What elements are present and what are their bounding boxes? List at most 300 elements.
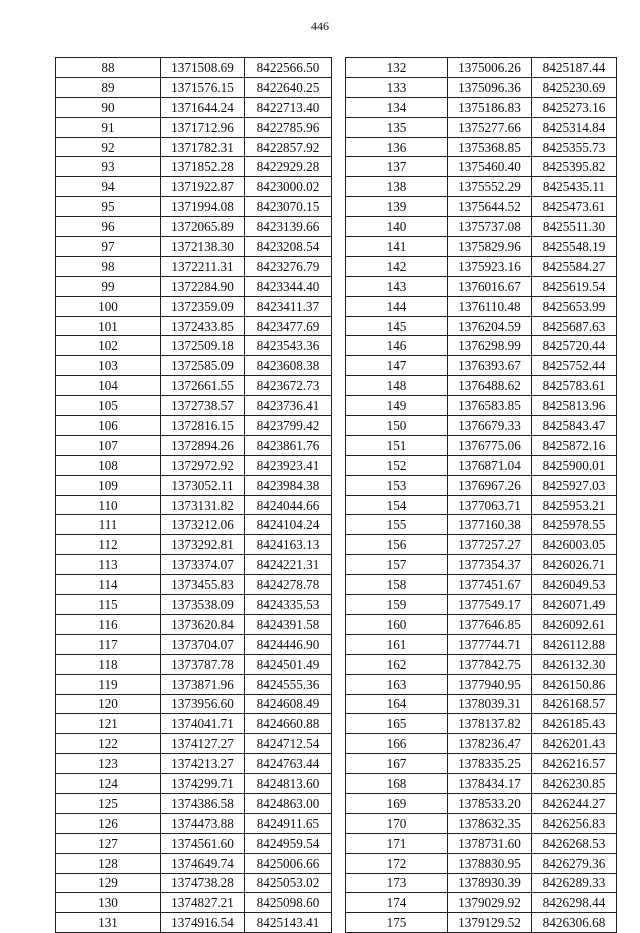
- y-coordinate-cell: 8425395.82: [532, 157, 617, 177]
- x-coordinate-cell: 1376967.26: [448, 475, 532, 495]
- point-number-cell: 89: [56, 77, 161, 97]
- point-number-cell: 108: [56, 455, 161, 475]
- point-number-cell: 168: [346, 774, 448, 794]
- table-row: [346, 455, 617, 475]
- table-row: [56, 515, 332, 535]
- x-coordinate-cell: 1373374.07: [161, 555, 245, 575]
- point-number-cell: 133: [346, 77, 448, 97]
- x-coordinate-cell: 1376298.99: [448, 336, 532, 356]
- x-coordinate-cell: 1374561.60: [161, 833, 245, 853]
- y-coordinate-cell: 8423208.54: [245, 237, 332, 257]
- point-number-cell: 113: [56, 555, 161, 575]
- y-coordinate-cell: 8423000.02: [245, 177, 332, 197]
- y-coordinate-cell: 8424660.88: [245, 714, 332, 734]
- point-number-cell: 132: [346, 58, 448, 78]
- table-row: [346, 396, 617, 416]
- x-coordinate-cell: 1372284.90: [161, 276, 245, 296]
- y-coordinate-cell: 8424863.00: [245, 793, 332, 813]
- x-coordinate-cell: 1372972.92: [161, 455, 245, 475]
- point-number-cell: 104: [56, 376, 161, 396]
- table-row: [346, 714, 617, 734]
- point-number-cell: 161: [346, 634, 448, 654]
- x-coordinate-cell: 1371994.08: [161, 197, 245, 217]
- y-coordinate-cell: 8423477.69: [245, 316, 332, 336]
- coordinates-table-left: [55, 57, 332, 933]
- y-coordinate-cell: 8425098.60: [245, 893, 332, 913]
- point-number-cell: 130: [56, 893, 161, 913]
- y-coordinate-cell: 8422929.28: [245, 157, 332, 177]
- x-coordinate-cell: 1372738.57: [161, 396, 245, 416]
- y-coordinate-cell: 8424163.13: [245, 535, 332, 555]
- point-number-cell: 172: [346, 853, 448, 873]
- x-coordinate-cell: 1377744.71: [448, 634, 532, 654]
- table-row: [56, 674, 332, 694]
- table-row: [56, 793, 332, 813]
- x-coordinate-cell: 1376204.59: [448, 316, 532, 336]
- table-row: [346, 137, 617, 157]
- table-row: [346, 356, 617, 376]
- y-coordinate-cell: 8425511.30: [532, 217, 617, 237]
- y-coordinate-cell: 8425813.96: [532, 396, 617, 416]
- x-coordinate-cell: 1378137.82: [448, 714, 532, 734]
- point-number-cell: 146: [346, 336, 448, 356]
- point-number-cell: 120: [56, 694, 161, 714]
- x-coordinate-cell: 1373292.81: [161, 535, 245, 555]
- table-row: [56, 256, 332, 276]
- table-row: [56, 455, 332, 475]
- y-coordinate-cell: 8423070.15: [245, 197, 332, 217]
- point-number-cell: 121: [56, 714, 161, 734]
- y-coordinate-cell: 8423608.38: [245, 356, 332, 376]
- x-coordinate-cell: 1378434.17: [448, 774, 532, 794]
- x-coordinate-cell: 1373538.09: [161, 595, 245, 615]
- x-coordinate-cell: 1371508.69: [161, 58, 245, 78]
- point-number-cell: 111: [56, 515, 161, 535]
- table-row: [346, 575, 617, 595]
- table-row: [346, 734, 617, 754]
- y-coordinate-cell: 8426003.05: [532, 535, 617, 555]
- point-number-cell: 106: [56, 416, 161, 436]
- point-number-cell: 160: [346, 614, 448, 634]
- y-coordinate-cell: 8423923.41: [245, 455, 332, 475]
- table-row: [346, 654, 617, 674]
- x-coordinate-cell: 1376583.85: [448, 396, 532, 416]
- point-number-cell: 131: [56, 913, 161, 933]
- point-number-cell: 165: [346, 714, 448, 734]
- table-row: [346, 217, 617, 237]
- x-coordinate-cell: 1377940.95: [448, 674, 532, 694]
- table-row: [56, 296, 332, 316]
- y-coordinate-cell: 8423276.79: [245, 256, 332, 276]
- point-number-cell: 145: [346, 316, 448, 336]
- table-row: [346, 376, 617, 396]
- table-row: [346, 475, 617, 495]
- x-coordinate-cell: 1377549.17: [448, 595, 532, 615]
- x-coordinate-cell: 1375096.36: [448, 77, 532, 97]
- table-row: [56, 694, 332, 714]
- table-row: [346, 873, 617, 893]
- x-coordinate-cell: 1373052.11: [161, 475, 245, 495]
- point-number-cell: 136: [346, 137, 448, 157]
- y-coordinate-cell: 8426112.88: [532, 634, 617, 654]
- table-row: [56, 495, 332, 515]
- table-row: [346, 595, 617, 615]
- point-number-cell: 92: [56, 137, 161, 157]
- y-coordinate-cell: 8423139.66: [245, 217, 332, 237]
- table-row: [56, 734, 332, 754]
- y-coordinate-cell: 8423984.38: [245, 475, 332, 495]
- table-row: [346, 58, 617, 78]
- table-row: [56, 634, 332, 654]
- point-number-cell: 173: [346, 873, 448, 893]
- y-coordinate-cell: 8424501.49: [245, 654, 332, 674]
- point-number-cell: 167: [346, 754, 448, 774]
- point-number-cell: 124: [56, 774, 161, 794]
- point-number-cell: 174: [346, 893, 448, 913]
- point-number-cell: 149: [346, 396, 448, 416]
- table-row: [346, 117, 617, 137]
- point-number-cell: 144: [346, 296, 448, 316]
- y-coordinate-cell: 8423344.40: [245, 276, 332, 296]
- x-coordinate-cell: 1377160.38: [448, 515, 532, 535]
- table-row: [56, 435, 332, 455]
- table-row: [346, 793, 617, 813]
- point-number-cell: 95: [56, 197, 161, 217]
- table-row: [56, 157, 332, 177]
- point-number-cell: 101: [56, 316, 161, 336]
- point-number-cell: 103: [56, 356, 161, 376]
- table-row: [346, 833, 617, 853]
- x-coordinate-cell: 1377842.75: [448, 654, 532, 674]
- point-number-cell: 154: [346, 495, 448, 515]
- point-number-cell: 107: [56, 435, 161, 455]
- table-row: [56, 714, 332, 734]
- x-coordinate-cell: 1371576.15: [161, 77, 245, 97]
- y-coordinate-cell: 8425720.44: [532, 336, 617, 356]
- y-coordinate-cell: 8423672.73: [245, 376, 332, 396]
- table-row: [56, 654, 332, 674]
- point-number-cell: 166: [346, 734, 448, 754]
- table-row: [56, 177, 332, 197]
- point-number-cell: 118: [56, 654, 161, 674]
- table-row: [56, 614, 332, 634]
- x-coordinate-cell: 1372816.15: [161, 416, 245, 436]
- x-coordinate-cell: 1374213.27: [161, 754, 245, 774]
- table-row: [56, 853, 332, 873]
- y-coordinate-cell: 8425187.44: [532, 58, 617, 78]
- point-number-cell: 125: [56, 793, 161, 813]
- x-coordinate-cell: 1372211.31: [161, 256, 245, 276]
- y-coordinate-cell: 8425584.27: [532, 256, 617, 276]
- x-coordinate-cell: 1371712.96: [161, 117, 245, 137]
- point-number-cell: 93: [56, 157, 161, 177]
- y-coordinate-cell: 8426279.36: [532, 853, 617, 873]
- x-coordinate-cell: 1372433.85: [161, 316, 245, 336]
- x-coordinate-cell: 1375552.29: [448, 177, 532, 197]
- x-coordinate-cell: 1375460.40: [448, 157, 532, 177]
- point-number-cell: 171: [346, 833, 448, 853]
- x-coordinate-cell: 1376016.67: [448, 276, 532, 296]
- point-number-cell: 99: [56, 276, 161, 296]
- y-coordinate-cell: 8425473.61: [532, 197, 617, 217]
- x-coordinate-cell: 1373212.06: [161, 515, 245, 535]
- point-number-cell: 122: [56, 734, 161, 754]
- table-row: [56, 535, 332, 555]
- table-row: [56, 396, 332, 416]
- point-number-cell: 96: [56, 217, 161, 237]
- y-coordinate-cell: 8424763.44: [245, 754, 332, 774]
- page-number: 446: [311, 19, 329, 33]
- y-coordinate-cell: 8425687.63: [532, 316, 617, 336]
- y-coordinate-cell: 8425783.61: [532, 376, 617, 396]
- point-number-cell: 110: [56, 495, 161, 515]
- table-row: [56, 237, 332, 257]
- y-coordinate-cell: 8426256.83: [532, 813, 617, 833]
- x-coordinate-cell: 1374041.71: [161, 714, 245, 734]
- table-row: [346, 694, 617, 714]
- table-row: [346, 256, 617, 276]
- x-coordinate-cell: 1375368.85: [448, 137, 532, 157]
- y-coordinate-cell: 8426168.57: [532, 694, 617, 714]
- x-coordinate-cell: 1378830.95: [448, 853, 532, 873]
- y-coordinate-cell: 8426298.44: [532, 893, 617, 913]
- point-number-cell: 117: [56, 634, 161, 654]
- table-row: [56, 316, 332, 336]
- y-coordinate-cell: 8425230.69: [532, 77, 617, 97]
- x-coordinate-cell: 1376871.04: [448, 455, 532, 475]
- point-number-cell: 88: [56, 58, 161, 78]
- table-row: [56, 137, 332, 157]
- x-coordinate-cell: 1372585.09: [161, 356, 245, 376]
- table-row: [56, 336, 332, 356]
- table-row: [56, 77, 332, 97]
- x-coordinate-cell: 1375829.96: [448, 237, 532, 257]
- point-number-cell: 135: [346, 117, 448, 137]
- table-row: [346, 97, 617, 117]
- x-coordinate-cell: 1374473.88: [161, 813, 245, 833]
- x-coordinate-cell: 1374386.58: [161, 793, 245, 813]
- x-coordinate-cell: 1373704.07: [161, 634, 245, 654]
- x-coordinate-cell: 1372894.26: [161, 435, 245, 455]
- y-coordinate-cell: 8425619.54: [532, 276, 617, 296]
- table-row: [56, 873, 332, 893]
- y-coordinate-cell: 8425843.47: [532, 416, 617, 436]
- y-coordinate-cell: 8424044.66: [245, 495, 332, 515]
- point-number-cell: 143: [346, 276, 448, 296]
- y-coordinate-cell: 8424278.78: [245, 575, 332, 595]
- x-coordinate-cell: 1376679.33: [448, 416, 532, 436]
- table-row: [56, 276, 332, 296]
- y-coordinate-cell: 8424391.58: [245, 614, 332, 634]
- x-coordinate-cell: 1373787.78: [161, 654, 245, 674]
- y-coordinate-cell: 8424813.60: [245, 774, 332, 794]
- point-number-cell: 94: [56, 177, 161, 197]
- table-row: [56, 376, 332, 396]
- x-coordinate-cell: 1377451.67: [448, 575, 532, 595]
- x-coordinate-cell: 1372509.18: [161, 336, 245, 356]
- point-number-cell: 114: [56, 575, 161, 595]
- table-row: [56, 117, 332, 137]
- point-number-cell: 153: [346, 475, 448, 495]
- y-coordinate-cell: 8424608.49: [245, 694, 332, 714]
- point-number-cell: 163: [346, 674, 448, 694]
- table-row: [56, 754, 332, 774]
- x-coordinate-cell: 1373956.60: [161, 694, 245, 714]
- y-coordinate-cell: 8426230.85: [532, 774, 617, 794]
- y-coordinate-cell: 8425900.01: [532, 455, 617, 475]
- x-coordinate-cell: 1375737.08: [448, 217, 532, 237]
- table-row: [56, 595, 332, 615]
- y-coordinate-cell: 8425872.16: [532, 435, 617, 455]
- table-row: [346, 893, 617, 913]
- x-coordinate-cell: 1378731.60: [448, 833, 532, 853]
- y-coordinate-cell: 8423799.42: [245, 416, 332, 436]
- y-coordinate-cell: 8425752.44: [532, 356, 617, 376]
- table-row: [56, 356, 332, 376]
- y-coordinate-cell: 8426071.49: [532, 595, 617, 615]
- table-row: [346, 634, 617, 654]
- table-row: [346, 813, 617, 833]
- point-number-cell: 148: [346, 376, 448, 396]
- y-coordinate-cell: 8422857.92: [245, 137, 332, 157]
- point-number-cell: 158: [346, 575, 448, 595]
- x-coordinate-cell: 1371644.24: [161, 97, 245, 117]
- table-row: [56, 475, 332, 495]
- table-row: [346, 316, 617, 336]
- x-coordinate-cell: 1378632.35: [448, 813, 532, 833]
- table-row: [346, 555, 617, 575]
- point-number-cell: 134: [346, 97, 448, 117]
- point-number-cell: 97: [56, 237, 161, 257]
- y-coordinate-cell: 8425978.55: [532, 515, 617, 535]
- x-coordinate-cell: 1372661.55: [161, 376, 245, 396]
- point-number-cell: 116: [56, 614, 161, 634]
- table-row: [346, 157, 617, 177]
- x-coordinate-cell: 1378930.39: [448, 873, 532, 893]
- y-coordinate-cell: 8424712.54: [245, 734, 332, 754]
- table-row: [346, 416, 617, 436]
- point-number-cell: 128: [56, 853, 161, 873]
- table-row: [346, 913, 617, 933]
- y-coordinate-cell: 8424555.36: [245, 674, 332, 694]
- x-coordinate-cell: 1377257.27: [448, 535, 532, 555]
- point-number-cell: 119: [56, 674, 161, 694]
- table-body: [346, 58, 617, 933]
- x-coordinate-cell: 1373620.84: [161, 614, 245, 634]
- y-coordinate-cell: 8422566.50: [245, 58, 332, 78]
- table-row: [56, 575, 332, 595]
- table-row: [346, 435, 617, 455]
- point-number-cell: 152: [346, 455, 448, 475]
- table-row: [346, 177, 617, 197]
- point-number-cell: 142: [346, 256, 448, 276]
- x-coordinate-cell: 1374299.71: [161, 774, 245, 794]
- y-coordinate-cell: 8426049.53: [532, 575, 617, 595]
- x-coordinate-cell: 1374127.27: [161, 734, 245, 754]
- y-coordinate-cell: 8425355.73: [532, 137, 617, 157]
- x-coordinate-cell: 1376393.67: [448, 356, 532, 376]
- point-number-cell: 139: [346, 197, 448, 217]
- table-row: [346, 774, 617, 794]
- point-number-cell: 100: [56, 296, 161, 316]
- table-row: [346, 674, 617, 694]
- x-coordinate-cell: 1374738.28: [161, 873, 245, 893]
- y-coordinate-cell: 8426185.43: [532, 714, 617, 734]
- y-coordinate-cell: 8426216.57: [532, 754, 617, 774]
- x-coordinate-cell: 1372065.89: [161, 217, 245, 237]
- point-number-cell: 91: [56, 117, 161, 137]
- y-coordinate-cell: 8425927.03: [532, 475, 617, 495]
- point-number-cell: 126: [56, 813, 161, 833]
- y-coordinate-cell: 8426201.43: [532, 734, 617, 754]
- table-row: [56, 774, 332, 794]
- point-number-cell: 138: [346, 177, 448, 197]
- table-row: [56, 217, 332, 237]
- x-coordinate-cell: 1374916.54: [161, 913, 245, 933]
- point-number-cell: 98: [56, 256, 161, 276]
- point-number-cell: 151: [346, 435, 448, 455]
- x-coordinate-cell: 1375277.66: [448, 117, 532, 137]
- x-coordinate-cell: 1378039.31: [448, 694, 532, 714]
- y-coordinate-cell: 8426026.71: [532, 555, 617, 575]
- point-number-cell: 137: [346, 157, 448, 177]
- table-row: [56, 58, 332, 78]
- y-coordinate-cell: 8423543.36: [245, 336, 332, 356]
- x-coordinate-cell: 1375006.26: [448, 58, 532, 78]
- point-number-cell: 155: [346, 515, 448, 535]
- table-row: [346, 77, 617, 97]
- y-coordinate-cell: 8425548.19: [532, 237, 617, 257]
- point-number-cell: 141: [346, 237, 448, 257]
- y-coordinate-cell: 8422785.96: [245, 117, 332, 137]
- point-number-cell: 140: [346, 217, 448, 237]
- table-row: [346, 276, 617, 296]
- x-coordinate-cell: 1378335.25: [448, 754, 532, 774]
- point-number-cell: 150: [346, 416, 448, 436]
- y-coordinate-cell: 8423411.37: [245, 296, 332, 316]
- point-number-cell: 175: [346, 913, 448, 933]
- x-coordinate-cell: 1377354.37: [448, 555, 532, 575]
- point-number-cell: 169: [346, 793, 448, 813]
- coordinates-table-right: [345, 57, 617, 933]
- y-coordinate-cell: 8424104.24: [245, 515, 332, 535]
- y-coordinate-cell: 8425273.16: [532, 97, 617, 117]
- y-coordinate-cell: 8425006.66: [245, 853, 332, 873]
- point-number-cell: 112: [56, 535, 161, 555]
- y-coordinate-cell: 8424335.53: [245, 595, 332, 615]
- y-coordinate-cell: 8426244.27: [532, 793, 617, 813]
- table-row: [346, 535, 617, 555]
- x-coordinate-cell: 1373131.82: [161, 495, 245, 515]
- y-coordinate-cell: 8425143.41: [245, 913, 332, 933]
- table-row: [56, 555, 332, 575]
- point-number-cell: 129: [56, 873, 161, 893]
- y-coordinate-cell: 8426289.33: [532, 873, 617, 893]
- y-coordinate-cell: 8426132.30: [532, 654, 617, 674]
- y-coordinate-cell: 8423736.41: [245, 396, 332, 416]
- x-coordinate-cell: 1375186.83: [448, 97, 532, 117]
- y-coordinate-cell: 8422713.40: [245, 97, 332, 117]
- table-row: [346, 296, 617, 316]
- table-row: [56, 893, 332, 913]
- point-number-cell: 162: [346, 654, 448, 674]
- point-number-cell: 164: [346, 694, 448, 714]
- table-row: [346, 614, 617, 634]
- x-coordinate-cell: 1376488.62: [448, 376, 532, 396]
- table-row: [56, 197, 332, 217]
- x-coordinate-cell: 1375923.16: [448, 256, 532, 276]
- point-number-cell: 115: [56, 595, 161, 615]
